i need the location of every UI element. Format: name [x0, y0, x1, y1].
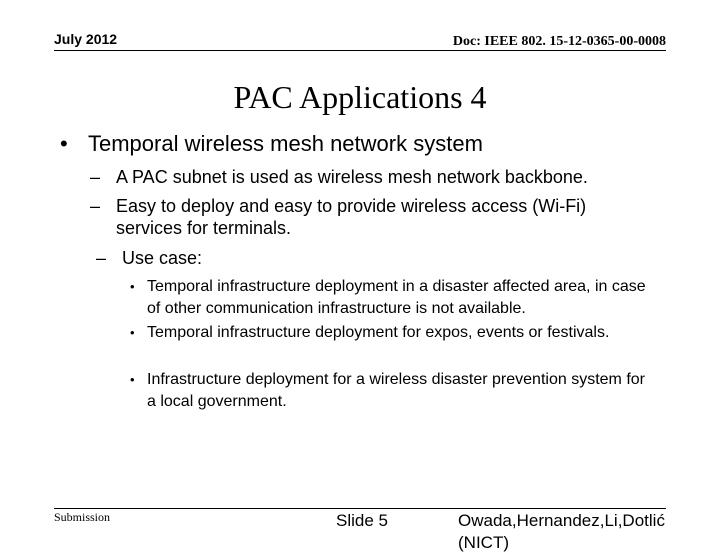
sub-bullet-use-case: [96, 247, 656, 269]
use-case-text: Temporal infrastructure deployment in a disaster affected area, in case of other communication infrastructure is not available.: [147, 278, 646, 317]
header-date: July 2012: [54, 31, 118, 47]
sub-bullet-backbone: [90, 166, 670, 188]
footer-submission: Submission: [54, 510, 111, 524]
bullet-marker: •: [130, 325, 135, 340]
sub-bullet-text: A PAC subnet is used as wireless mesh network backbone.: [116, 167, 588, 187]
bullet-text: Temporal wireless mesh network system: [88, 131, 483, 156]
footer-divider: [54, 508, 666, 509]
bullet-marker: •: [130, 372, 135, 387]
header-doc-id: Doc: IEEE 802. 15-12-0365-00-0008: [452, 34, 666, 49]
sub-bullet-deploy: [90, 195, 650, 239]
bullet-marker: •: [60, 131, 68, 156]
bullet-marker: •: [130, 279, 135, 294]
dash-marker: –: [90, 167, 101, 187]
sub-bullet-text: Easy to deploy and easy to provide wireless access (Wi-Fi) services for terminals.: [116, 196, 587, 238]
use-case-expos: [130, 322, 650, 344]
dash-marker: –: [96, 248, 107, 268]
slide-title: PAC Applications 4: [233, 79, 487, 115]
use-case-text: Temporal infrastructure deployment for expos, events or festivals.: [147, 324, 610, 341]
footer-authors: Owada,Hernandez,Li,Dotlić (NICT): [458, 511, 665, 552]
use-case-local-government: [130, 369, 650, 413]
header-divider: [54, 50, 666, 51]
use-case-disaster-area: [130, 276, 650, 320]
use-case-text: Infrastructure deployment for a wireless disaster prevention system for a local government.: [147, 371, 645, 410]
bullet-main: [60, 131, 660, 157]
sub-bullet-text: Use case:: [122, 248, 203, 268]
footer-slide-number: Slide 5: [336, 511, 388, 530]
dash-marker: –: [90, 196, 101, 216]
